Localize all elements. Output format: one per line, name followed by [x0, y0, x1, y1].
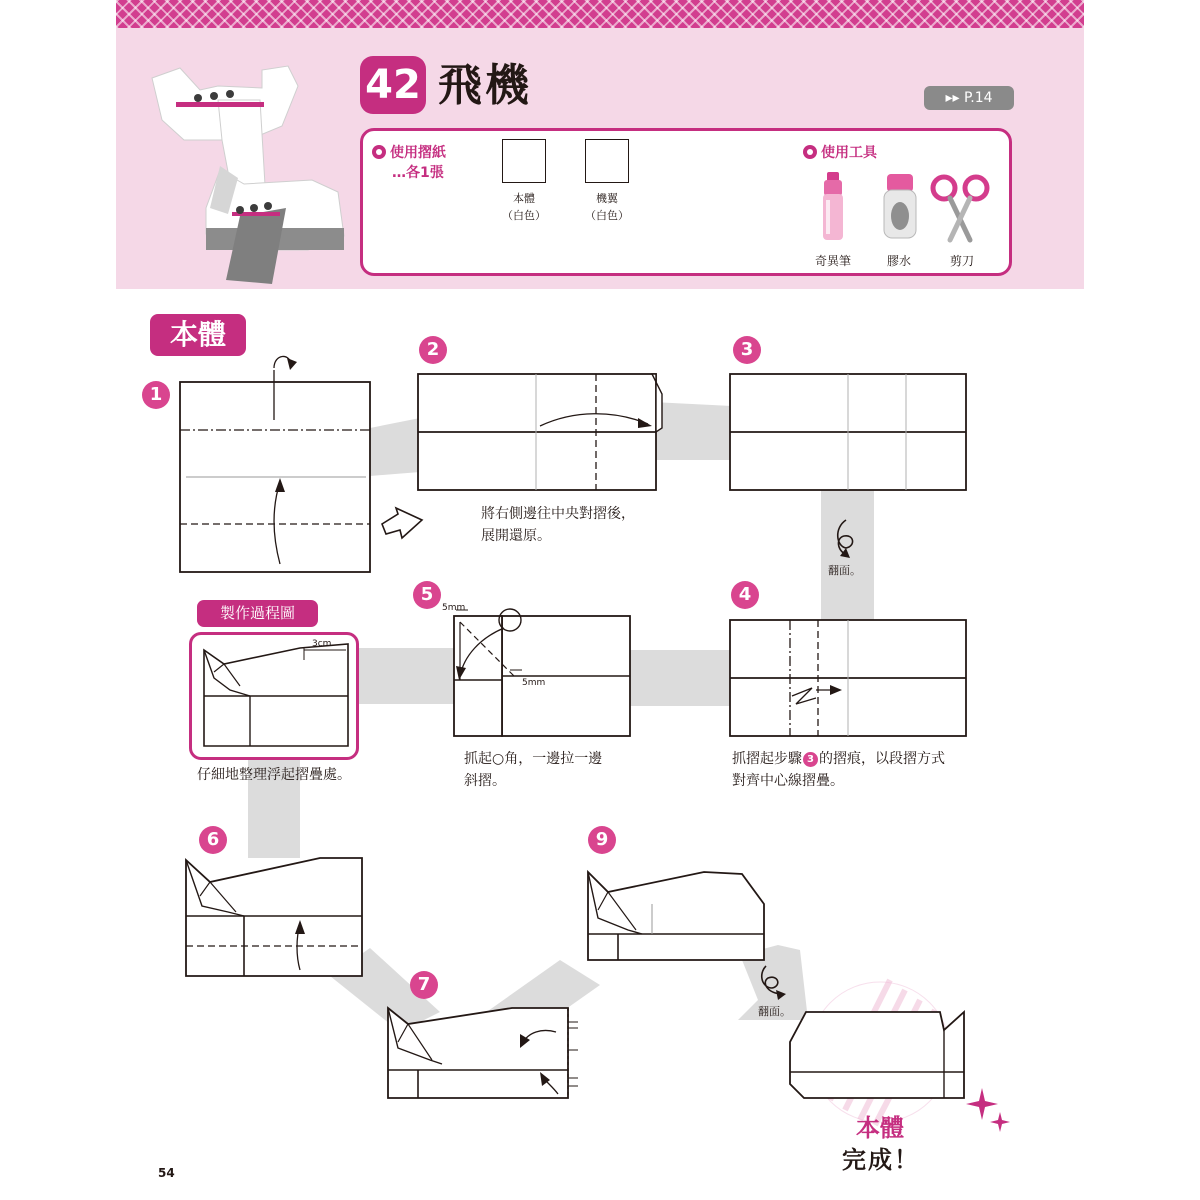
step-5-caption: [464, 748, 602, 792]
step-4-diagram: [726, 614, 972, 744]
bullet-icon: [372, 145, 386, 159]
caption-line: 對齊中心線摺疊。: [732, 773, 844, 789]
paper-count: …各1張: [392, 165, 444, 181]
step-ref-circle: 3: [803, 752, 818, 767]
step-4-caption: [732, 748, 945, 792]
step-number: 6: [199, 826, 227, 854]
scissors-icon: [930, 172, 990, 244]
page-number: 54: [158, 1166, 175, 1180]
pattern-band: [116, 0, 1084, 28]
tool-name: 膠水: [886, 254, 911, 268]
section-title: 本體: [150, 314, 246, 356]
paper-item-body: [494, 190, 554, 224]
paper-name: 機翼: [596, 192, 618, 205]
caption-line: 抓起○角，一邊拉一邊: [464, 751, 603, 767]
marker-icon: [818, 170, 848, 244]
step-3-diagram: [726, 368, 972, 498]
page-reference-link[interactable]: ▸▸ P.14: [924, 86, 1014, 110]
complete-text: 完成！: [842, 1146, 920, 1174]
step-number: 2: [419, 336, 447, 364]
step-7-diagram: [382, 1002, 588, 1104]
paper-label: [372, 142, 446, 162]
caption-line: 抓摺起步驟: [732, 751, 802, 767]
step-number: 3: [733, 336, 761, 364]
completed-body-diagram: [784, 1006, 970, 1102]
turn-over-note: 翻面。: [828, 564, 861, 577]
caption-line: 的摺痕，以段摺方式: [819, 751, 945, 767]
airplane-photo: [140, 38, 350, 288]
paper-color: （白色）: [585, 209, 629, 222]
process-measure: 3cm: [312, 639, 332, 649]
paper-label-text: 使用摺紙: [390, 145, 446, 161]
svg-text:5mm: 5mm: [522, 678, 546, 688]
process-diagram: [200, 634, 350, 752]
model-number-badge: 42: [360, 56, 426, 114]
tool-name: 剪刀: [949, 254, 974, 268]
complete-label: 本體: [856, 1114, 904, 1142]
step-number: 9: [588, 826, 616, 854]
paper-item-wing: [577, 190, 637, 224]
caption-line: 展開還原。: [481, 528, 551, 544]
process-diagram-tag: 製作過程圖: [197, 600, 318, 627]
step-number: 4: [731, 581, 759, 609]
tools-label: [803, 142, 877, 162]
step-6-diagram: [180, 852, 368, 984]
caption-line: 將右側邊往中央對摺後，: [481, 506, 635, 522]
step-5-diagram: [440, 600, 636, 744]
turn-over-icon: [826, 516, 866, 564]
turn-over-note: 翻面。: [758, 1005, 791, 1018]
step-1-diagram: [176, 342, 426, 578]
glue-icon: [880, 172, 920, 242]
paper-name: 本體: [513, 192, 535, 205]
turn-over-icon: [756, 962, 800, 1002]
tool-name: 奇異筆: [814, 254, 851, 268]
step-number: 7: [410, 971, 438, 999]
caption-line: 斜摺。: [464, 773, 506, 789]
step-number: 5: [413, 581, 441, 609]
tools-label-text: 使用工具: [821, 145, 877, 161]
bullet-icon: [803, 145, 817, 159]
step-2-caption: [481, 503, 635, 547]
step-9-diagram: [582, 856, 772, 966]
sparkle-icon: [964, 1086, 1012, 1134]
paper-square-wing: [585, 139, 629, 183]
page-title: 飛機: [438, 60, 532, 111]
svg-text:5mm: 5mm: [442, 603, 466, 613]
step-2-diagram: [414, 368, 666, 498]
step-number: 1: [142, 381, 170, 409]
paper-color: （白色）: [502, 209, 546, 222]
process-caption: 仔細地整理浮起摺疊處。: [197, 767, 351, 783]
paper-square-body: [502, 139, 546, 183]
